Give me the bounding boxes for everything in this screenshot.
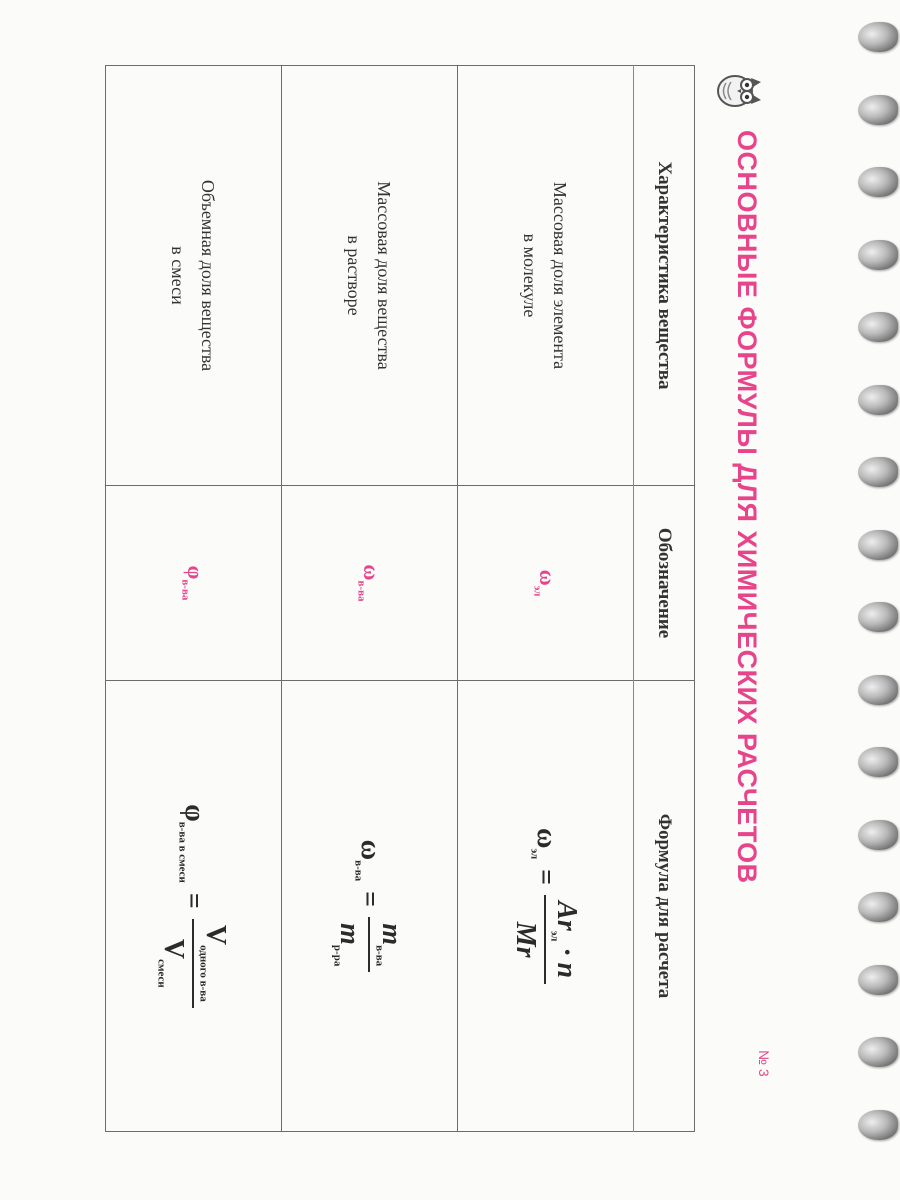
table-header-row [634, 66, 695, 1132]
owl-icon [717, 70, 765, 112]
characteristic-line: в растворе [344, 235, 365, 316]
symbol: $\varphi_{в-ва}$ [179, 565, 208, 601]
formulas-table [105, 65, 695, 1132]
formula-mass-fraction-solution: $\omega_{в-ва}$ = $m_{в-ва}$ $m_{р-ра}$ [332, 840, 407, 973]
binding-ring [858, 312, 898, 342]
characteristic-cell [458, 66, 634, 486]
binding-ring [858, 1110, 898, 1140]
binding-ring [858, 602, 898, 632]
characteristic-cell [106, 66, 282, 486]
binding-ring [858, 167, 898, 197]
characteristic-line: Массовая доля вещества [374, 181, 395, 370]
binding-ring [858, 675, 898, 705]
characteristic-line: Массовая доля элемента [550, 181, 571, 370]
column-header-characteristic: Характеристика вещества [634, 66, 695, 486]
characteristic-line: в молекуле [520, 233, 541, 318]
characteristic-line: Объемная доля вещества [198, 179, 219, 372]
table-row [282, 66, 458, 1132]
formula-cell [458, 681, 634, 1132]
formula-mass-fraction-element: $\omega_{эл}$ = $Ar_{эл} \cdot n$ Mr [509, 828, 583, 984]
binding-ring [858, 22, 898, 52]
formula-cell [106, 681, 282, 1132]
symbol: $\omega_{в-ва}$ [355, 564, 384, 602]
binding-ring [858, 240, 898, 270]
binding-ring [858, 385, 898, 415]
binding-ring [858, 892, 898, 922]
symbol-cell [458, 486, 634, 681]
binding-ring [858, 1037, 898, 1067]
spiral-binding [852, 0, 900, 1200]
binding-ring [858, 820, 898, 850]
symbol: $\omega_{эл}$ [531, 569, 560, 597]
table-row [106, 66, 282, 1132]
page-title: ОСНОВНЫЕ ФОРМУЛЫ ДЛЯ ХИМИЧЕСКИХ РАСЧЕТОВ [732, 130, 762, 884]
page-number: № 3 [756, 1050, 772, 1077]
column-header-formula: Формула для расчета [634, 681, 695, 1132]
characteristic-cell [282, 66, 458, 486]
table-row [458, 66, 634, 1132]
binding-ring [858, 95, 898, 125]
binding-ring [858, 747, 898, 777]
binding-ring [858, 457, 898, 487]
characteristic-line: в смеси [168, 246, 189, 305]
column-header-symbol: Обозначение [634, 486, 695, 681]
symbol-cell [106, 486, 282, 681]
formula-volume-fraction: $\varphi_{в-ва в смеси}$ = $V_{одного в-ва}$ $V_{смеси}$ [156, 804, 231, 1007]
formula-cell [282, 681, 458, 1132]
symbol-cell [282, 486, 458, 681]
page-content [100, 40, 800, 1130]
binding-ring [858, 530, 898, 560]
binding-ring [858, 965, 898, 995]
